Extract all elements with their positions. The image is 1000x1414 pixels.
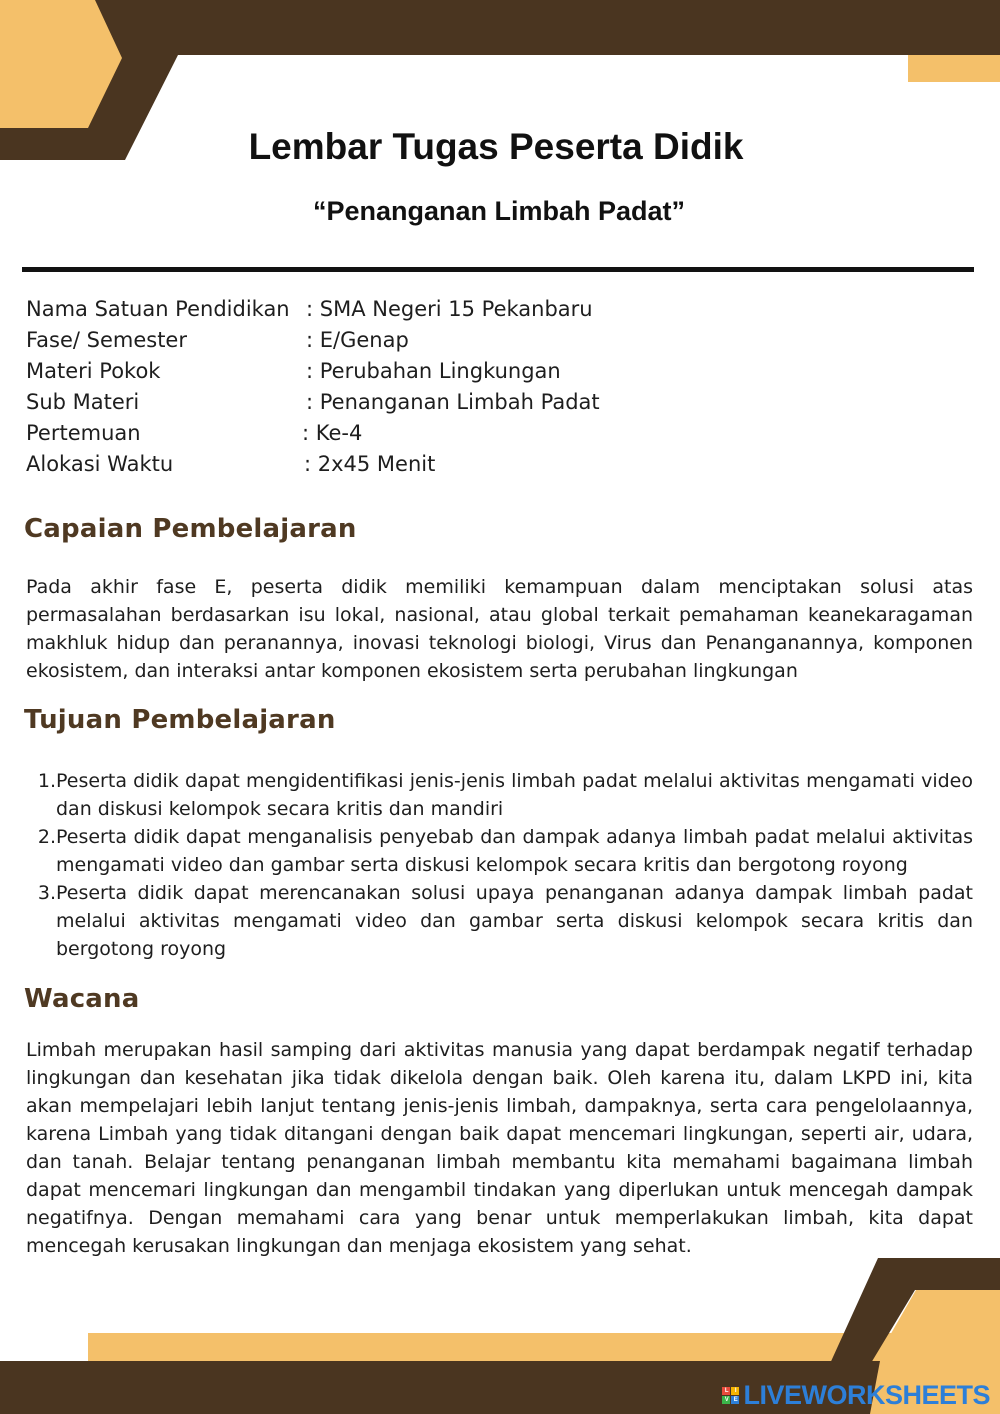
liveworksheets-name: LIVEWORKSHEETS bbox=[743, 1379, 990, 1410]
info-value: : 2x45 Menit bbox=[304, 452, 436, 476]
list-text: Peserta didik dapat menganalisis penyebab dan dampak adanya limbah padat melalui aktivitas mengamati video dan gambar serta diskusi kelompok secara kritis dan bergotong royong bbox=[56, 826, 973, 876]
list-number: 1. bbox=[37, 770, 56, 792]
info-row bbox=[26, 325, 600, 356]
title-divider bbox=[22, 267, 974, 272]
info-table bbox=[26, 294, 600, 480]
info-label: Fase/ Semester bbox=[26, 328, 187, 352]
tujuan-heading: Tujuan Pembelajaran bbox=[24, 705, 336, 735]
tujuan-list bbox=[26, 767, 973, 963]
info-value: : Ke-4 bbox=[302, 421, 363, 445]
info-row bbox=[26, 294, 600, 325]
liveworksheets-logo[interactable] bbox=[722, 1380, 990, 1410]
info-label: Materi Pokok bbox=[26, 359, 161, 383]
info-row bbox=[26, 387, 600, 418]
info-value: : Perubahan Lingkungan bbox=[306, 359, 561, 383]
list-item bbox=[26, 823, 973, 879]
info-value: : E/Genap bbox=[306, 328, 409, 352]
capaian-text: Pada akhir fase E, peserta didik memiliki kemampuan dalam menciptakan solusi atas permasalahan berdasarkan isu lokal, nasional, atau global terkait pemahaman keanekaragaman makhluk hidup dan peranannya, inovasi teknologi biologi, Virus dan Penanganannya, komponen ekosistem, dan interaksi antar komponen ekosistem serta perubahan lingkungan bbox=[26, 576, 973, 682]
info-label: Alokasi Waktu bbox=[26, 452, 174, 476]
info-value: : SMA Negeri 15 Pekanbaru bbox=[306, 297, 593, 321]
logo-letter: L bbox=[722, 1387, 730, 1395]
liveworksheets-icon bbox=[722, 1387, 739, 1404]
page-subtitle: “Penanganan Limbah Padat” bbox=[312, 196, 686, 226]
logo-letter: E bbox=[731, 1396, 739, 1404]
info-row bbox=[26, 356, 600, 387]
info-label: Sub Materi bbox=[26, 390, 140, 414]
wacana-text: Limbah merupakan hasil samping dari aktivitas manusia yang dapat berdampak negatif terhadap lingkungan dan kesehatan jika tidak dikelola dengan baik. Oleh karena itu, dalam LKPD ini, kita akan mempelajari lebih lanjut tentang jenis-jenis limbah, dampaknya, serta cara pengelolaannya, karena Limbah yang tidak ditangani dengan baik dapat mencemari lingkungan, seperti air, udara, dan tanah. Belajar tentang penanganan limbah membantu kita memahami bagaimana limbah dapat mencemari lingkungan dan mengambil tindakan yang diperlukan untuk mencegah dampak negatifnya. Dengan memahami cara yang benar untuk memperlakukan limbah, kita dapat mencegah kerusakan lingkungan dan menjaga ekosistem yang sehat. bbox=[26, 1039, 973, 1257]
list-item bbox=[26, 767, 973, 823]
list-text: Peserta didik dapat merencanakan solusi upaya penanganan adanya dampak limbah padat melalui aktivitas mengamati video dan gambar serta diskusi kelompok secara kritis dan bergotong royong bbox=[56, 882, 973, 960]
info-label: Nama Satuan Pendidikan bbox=[26, 297, 290, 321]
list-number: 2. bbox=[37, 826, 56, 848]
info-value: : Penanganan Limbah Padat bbox=[306, 390, 600, 414]
wacana-heading: Wacana bbox=[24, 984, 140, 1014]
info-row bbox=[26, 449, 600, 480]
page-title: Lembar Tugas Peserta Didik bbox=[248, 126, 744, 167]
list-item bbox=[26, 879, 973, 963]
info-label: Pertemuan bbox=[26, 421, 141, 445]
list-text: Peserta didik dapat mengidentifikasi jenis-jenis limbah padat melalui aktivitas mengamati video dan diskusi kelompok secara kritis dan mandiri bbox=[56, 770, 973, 820]
logo-letter: V bbox=[722, 1396, 730, 1404]
logo-letter: I bbox=[731, 1387, 739, 1395]
list-number: 3. bbox=[37, 882, 56, 904]
info-row bbox=[26, 418, 600, 449]
capaian-heading: Capaian Pembelajaran bbox=[24, 514, 357, 544]
